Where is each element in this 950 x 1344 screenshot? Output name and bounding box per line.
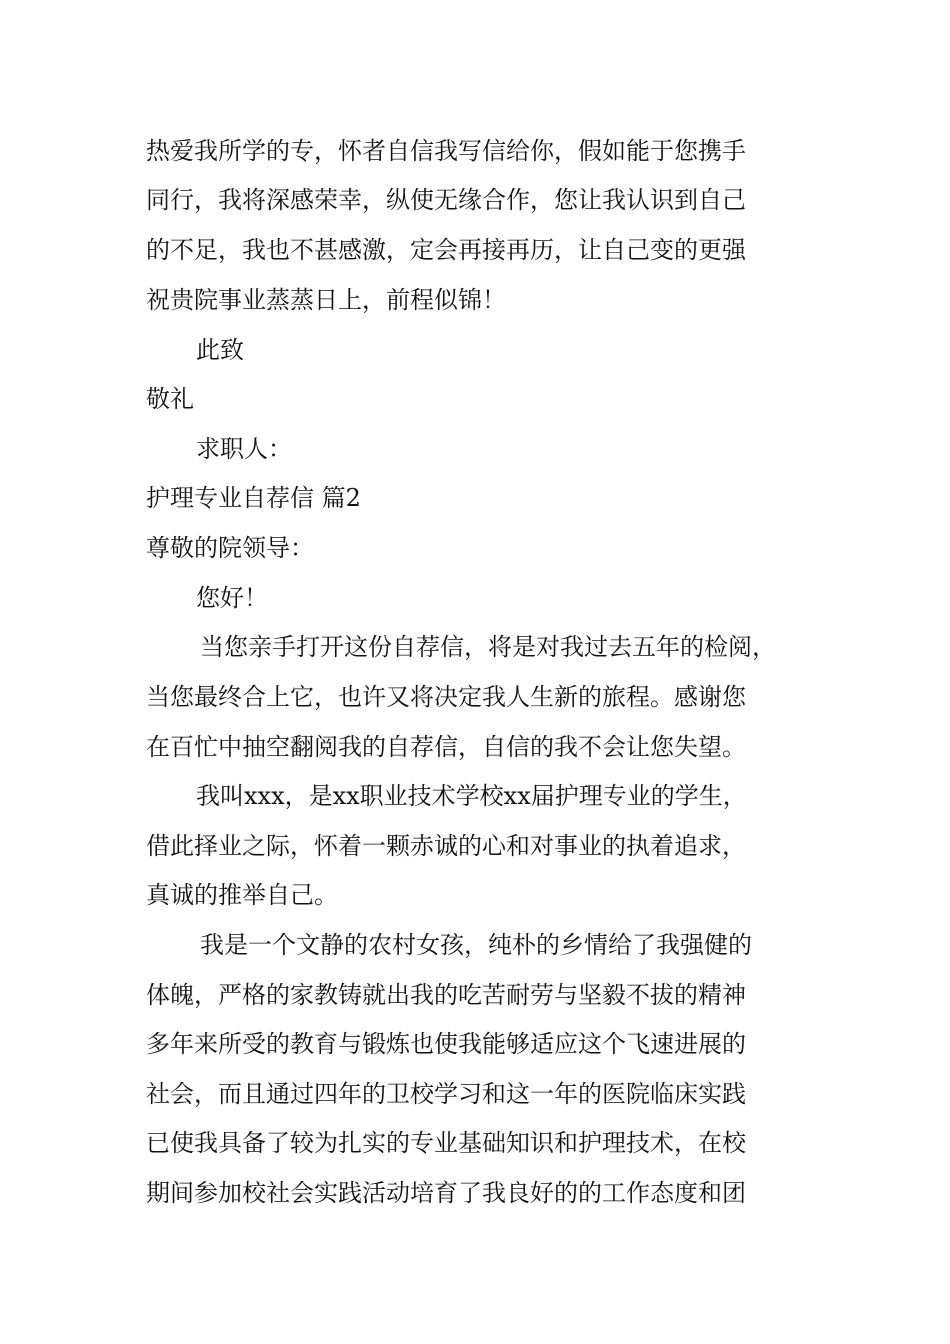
text-line: 我叫xxx，是xx职业技术学校xx届护理专业的学生， — [196, 782, 747, 810]
signature-label: 求职人： — [196, 435, 292, 463]
text-line: 当您最终合上它，也许又将决定我人生新的旅程。感谢您 — [146, 683, 746, 711]
section-title: 护理专业自荐信 篇2 — [146, 484, 361, 512]
closing-regards: 敬礼 — [146, 385, 194, 413]
text-line: 期间参加校社会实践活动培育了我良好的的工作态度和团 — [146, 1179, 746, 1207]
text-line: 热爱我所学的专，怀者自信我写信给你，假如能于您携手 — [146, 137, 746, 165]
text-line: 体魄，严格的家教铸就出我的吃苦耐劳与坚毅不拔的精神 — [146, 981, 746, 1009]
closing-salutation: 此致 — [196, 336, 244, 364]
text-line: 祝贵院事业蒸蒸日上，前程似锦！ — [146, 286, 506, 314]
text-line: 真诚的推举自己。 — [146, 881, 338, 909]
text-line: 多年来所受的教育与锻炼也使我能够适应这个飞速进展的 — [146, 1030, 746, 1058]
text-line: 在百忙中抽空翻阅我的自荐信，自信的我不会让您失望。 — [146, 733, 746, 761]
letter-salutation: 尊敬的院领导： — [146, 534, 314, 562]
text-line: 的不足，我也不甚感激，定会再接再历，让自己变的更强 — [146, 236, 746, 264]
text-line: 借此择业之际，怀着一颗赤诚的心和对事业的执着追求， — [146, 832, 746, 860]
text-line: 当您亲手打开这份自荐信，将是对我过去五年的检阅， — [200, 633, 776, 661]
text-line: 同行，我将深感荣幸，纵使无缘合作，您让我认识到自己 — [146, 186, 746, 214]
text-line: 我是一个文静的农村女孩，纯朴的乡情给了我强健的 — [200, 931, 752, 959]
text-line: 已使我具备了较为扎实的专业基础知识和护理技术，在校 — [146, 1129, 746, 1157]
greeting: 您好！ — [196, 584, 268, 612]
text-line: 社会，而且通过四年的卫校学习和这一年的医院临床实践 — [146, 1080, 746, 1108]
